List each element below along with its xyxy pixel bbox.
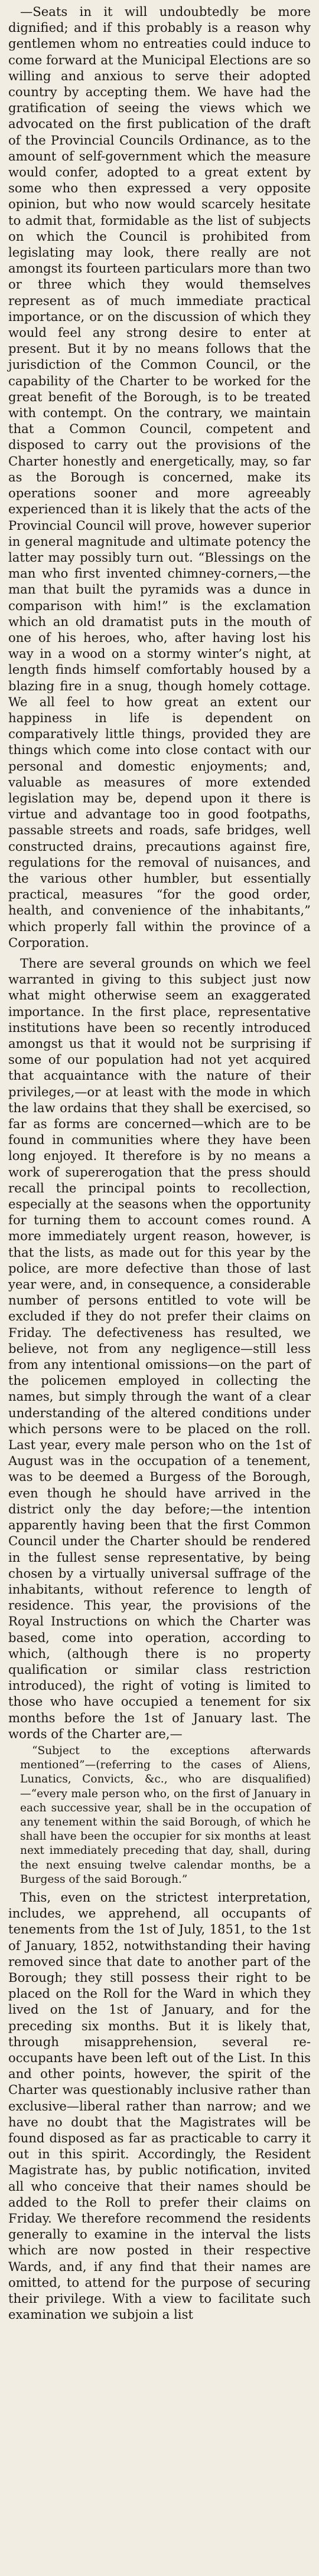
article-paragraph-1: —Seats in it will undoubtedly be more dignified; and if this probably is a reason why gentlemen whom no entreaties could induce to come forward at the Municipal Elections are so willing and anxious to serve their adopted country by accepting them. We have had the gratification of seeing the views which we advocated on the first publication of the draft of the Provincial Councils Ordinance, as to the amount of self-government which the measure would confer, adopted to a great extent by some who then expressed a very opposite opinion, but who now would scarcely hesitate to admit that, formidable as the list of subjects on which the Council is prohibited from legislating may look, there really are not amongst its fourteen particulars more than two or three which they would themselves represent as of much immediate practical importance, or on the discussion of which they would feel any strong desire to enter at present. But it by no means follows that the jurisdiction of the Common Council, or the capability of the Charter to be worked for the great benefit of the Borough, is to be treated with contempt. On the contrary, we maintain that a Common Council, competent and disposed to carry out the provisions of the Charter honestly and energetically, may, so far as the Borough is concerned, make its operations sooner and more agreeably experienced than it is likely that the acts of the Provincial Council will prove, however superior in general magnitude and ultimate potency the latter may possibly turn out. “Blessings on the man who first invented chimney-corners,—the man that built the pyramids was a dunce in comparison with him!” is the exclamation which an old dramatist puts in the mouth of one of his heroes, who, after having lost his way in a wood on a stormy winter’s night, at length finds himself comfortably housed by a blazing fire in a snug, though homely cottage. We all feel to how great an extent our happiness in life is dependent on comparatively little things, provided they are things which come into close contact with our personal and domestic enjoyments; and, valuable as measures of more extended legislation may be, depend upon it there is virtue and advantage too in good footpaths, passable streets and roads, safe bridges, well constructed drains, precautions against fire, regulations for the removal of nuisances, and the various other humbler, but essentially practical, measures “for the good order, health, and convenience of the inhabitants,” which properly fall within the province of a Corporation. bbox=[8, 4, 311, 950]
article-paragraph-3: This, even on the strictest interpretation, includes, we apprehend, all occupants of tenements from the 1st of July, 1851, to the 1st of January, 1852, notwithstanding their having removed since that date to another part of the Borough; they still possess their right to be placed on the Roll for the Ward in which they lived on the 1st of January, and for the preceding six months. But it is likely that, through misapprehension, several re-occupants have been left out of the List. In this and other points, however, the spirit of the Charter was questionably inclusive rather than exclusive—liberal rather than narrow; and we have no doubt that the Magistrates will be found disposed as far as practicable to carry it out in this spirit. Accordingly, the Resident Magistrate has, by public notification, invited all who conceive that their names should be added to the Roll to prefer their claims on Friday. We therefore recommend the residents generally to examine in the interval the lists which are now posted in their respective Wards, and, if any find that their names are omitted, to attend for the purpose of securing their privilege. With a view to facilitate such examination we subjoin a list bbox=[8, 1889, 311, 2322]
charter-quotation: “Subject to the exceptions afterwards mentioned”—(referring to the cases of Aliens, Lunatics, Convicts, &c., who are disqualified)—“every male person who, on the first of January in each successive year, shall be in the occupation of any tenement within the said Borough, of which he shall have been the occupier for six months at least next immediately preceding that day, shall, during the next ensuing twelve calendar months, be a Burgess of the said Borough.” bbox=[20, 1744, 311, 1886]
article-paragraph-2: There are several grounds on which we feel warranted in giving to this subject just now what might otherwise seem an exaggerated importance. In the first place, representative institutions have been so recently introduced amongst us that it would not be surprising if some of our population had not yet acquired that acquaintance with the nature of their privileges,—or at least with the mode in which the law ordains that they shall be exercised, so far as forms are concerned—which are to be found in communities where they have been long enjoyed. It therefore is by no means a work of supererogation that the press should recall the principal points to recollection, especially at the seasons when the opportunity for turning them to account comes round. A more immediately urgent reason, however, is that the lists, as made out for this year by the police, are more defective than those of last year were, and, in consequence, a considerable number of persons entitled to vote will be excluded if they do not prefer their claims on Friday. The defectiveness has resulted, we believe, not from any negligence—still less from any intentional omissions—on the part of the policemen employed in collecting the names, but simply through the want of a clear understanding of the altered conditions under which persons were to be placed on the roll. Last year, every male person who on the 1st of August was in the occupation of a tenement, was to be deemed a Burgess of the Borough, even though he should have arrived in the district only the day before;—the intention apparently having been that the first Common Council under the Charter should be rendered in the fullest sense representative, by being chosen by a virtually universal suffrage of the inhabitants, without reference to length of residence. This year, the provisions of the Royal Instructions on which the Charter was based, come into operation, according to which, (although there is no property qualification or similar class restriction introduced), the right of voting is limited to those who have occupied a tenement for six months before the 1st of January last. The words of the Charter are,— bbox=[8, 955, 311, 1741]
